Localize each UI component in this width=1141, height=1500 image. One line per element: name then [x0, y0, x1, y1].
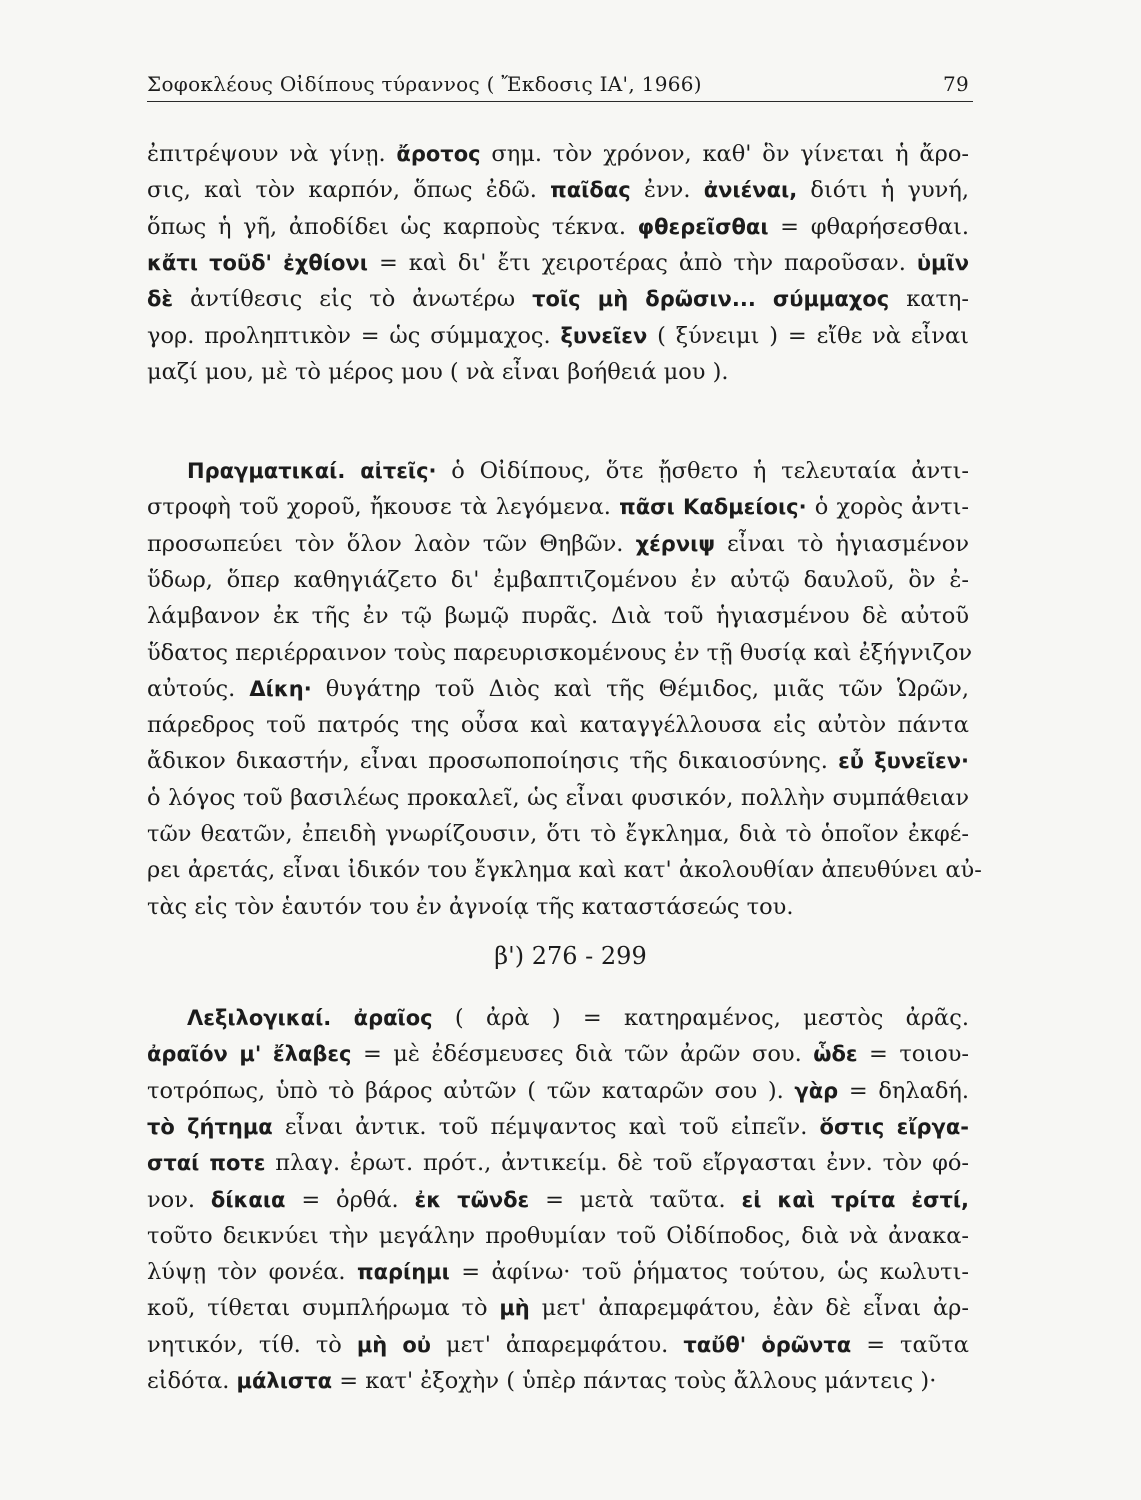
- lemma: μὴ οὐ: [356, 1332, 431, 1357]
- text-line: [147, 635, 973, 671]
- text-line: [147, 743, 969, 779]
- text-line: [147, 707, 969, 743]
- lemma: μάλιστα: [236, 1369, 333, 1393]
- gloss-text: = μὲ ἐδέσμευσες διὰ τῶν ἀρῶν σου.: [351, 1041, 814, 1068]
- page-number: 79: [942, 72, 969, 96]
- text-line: [147, 354, 969, 390]
- gloss-text: ἀντίθεσις εἰς τὸ ἀνωτέρω: [173, 286, 533, 313]
- lemma: εἰ καὶ τρίτα ἐστί,: [741, 1187, 970, 1212]
- text-line: [147, 209, 969, 245]
- text-line: [147, 780, 969, 816]
- lemma: Λεξιλογικαί. ἀραῖος: [187, 1006, 433, 1030]
- gloss-text: εἶναι τὸ ἡγιασμένον: [715, 530, 970, 557]
- gloss-text: = κατ' ἐξοχὴν ( ὑπὲρ πάντας τοὺς ἄλλους μάντεις )·: [332, 1368, 937, 1394]
- gloss-text: εἰδότα.: [147, 1368, 237, 1394]
- gloss-text: ρει ἀρετάς, εἶναι ἰδικόν του ἔγκλημα καὶ κατ' ἀκολουθίαν ἀπευθύνει αὐ-: [147, 857, 982, 884]
- lemma: δὲ: [147, 287, 174, 312]
- gloss-text: μετ' ἀπαρεμφάτου, ἐὰν δὲ εἶναι ἀρ-: [529, 1295, 969, 1322]
- gloss-text: ( ἀρὰ ) = κατηραμένος, μεστὸς ἀρᾶς.: [432, 1005, 969, 1031]
- lemma: τὸ ζήτημα: [147, 1114, 273, 1139]
- gloss-text: = τοιου-: [857, 1041, 969, 1068]
- text-line: [147, 1254, 969, 1290]
- lemma: ὑμῖν: [916, 250, 969, 275]
- gloss-text: τῶν θεατῶν, ἐπειδὴ γνωρίζουσιν, ὅτι τὸ ἔγκλημα, διὰ τὸ ὁποῖον ἐκφέ-: [147, 821, 969, 847]
- text-line: [147, 598, 969, 634]
- gloss-text: νον.: [147, 1186, 211, 1213]
- section-heading: β') 276 - 299: [494, 942, 647, 970]
- gloss-text: ὕδατος περιέρραινον τοὺς παρευρισκομένους ἐν τῇ θυσίᾳ καὶ ἐξήγνιζον: [147, 639, 973, 666]
- text-line: [147, 1363, 969, 1399]
- gloss-text: μαζί μου, μὲ τὸ μέρος μου ( νὰ εἶναι βοήθειά μου ).: [147, 358, 729, 385]
- text-line: [147, 489, 969, 525]
- gloss-text: μετ' ἀπαρεμφάτου.: [430, 1331, 684, 1358]
- text-line: [147, 526, 969, 562]
- text-line: [147, 1109, 969, 1145]
- gloss-text: αὐτούς.: [147, 675, 250, 702]
- gloss-text: ἐνν.: [630, 177, 704, 204]
- gloss-text: θυγάτηρ τοῦ Διὸς καὶ τῆς Θέμιδος, μιᾶς τῶν Ὡρῶν,: [311, 675, 970, 702]
- gloss-text: ( ξύνειμι ) = εἴθε νὰ εἶναι: [647, 322, 969, 349]
- lemma: κἄτι τοῦδ' ἐχθίονι: [147, 250, 368, 275]
- lemma: παρίημι: [356, 1260, 450, 1285]
- gloss-text: = ἀφίνω· τοῦ ῥήματος τούτου, ὡς κωλυτι-: [449, 1259, 969, 1286]
- text-line: [147, 1073, 969, 1109]
- lemma: ὅστις εἴργα-: [819, 1114, 969, 1139]
- lemma: δίκαια: [210, 1187, 286, 1212]
- text-line: [147, 1290, 969, 1326]
- lemma: ὧδε: [813, 1042, 858, 1067]
- gloss-text: λύψῃ τὸν φονέα.: [147, 1259, 357, 1286]
- gloss-text: τὰς εἰς τὸν ἑαυτόν του ἐν ἀγνοίᾳ τῆς καταστάσεώς του.: [147, 893, 794, 920]
- gloss-text: εἶναι ἀντικ. τοῦ πέμψαντος καὶ τοῦ εἰπεῖν.: [272, 1113, 820, 1140]
- text-line: [147, 136, 969, 172]
- text-line: [147, 1182, 969, 1218]
- gloss-text: ὁ λόγος τοῦ βασιλέως προκαλεῖ, ὡς εἶναι φυσικόν, πολλὴν συμπάθειαν: [147, 784, 969, 811]
- text-line: [147, 318, 969, 354]
- text-line: [147, 562, 969, 598]
- gloss-text: κατη-: [889, 286, 970, 313]
- gloss-text: στροφὴ τοῦ χοροῦ, ἤκουσε τὰ λεγόμενα.: [147, 494, 620, 521]
- text-line: [147, 1145, 969, 1181]
- page-header: [147, 66, 969, 100]
- lemma: πᾶσι Καδμείοις·: [619, 495, 807, 520]
- gloss-text: προσωπεύει τὸν ὅλον λαὸν τῶν Θηβῶν.: [147, 530, 636, 557]
- gloss-text: πλαγ. ἐρωτ. πρότ., ἀντικείμ. δὲ τοῦ εἴργασται ἐνν. τὸν φό-: [265, 1150, 970, 1177]
- text-line: [147, 1036, 969, 1072]
- text-line: [147, 1000, 969, 1036]
- gloss-text: = ὀρθά.: [285, 1186, 415, 1213]
- gloss-text: νητικόν, τίθ. τὸ: [147, 1331, 357, 1358]
- lemma: Δίκη·: [249, 676, 312, 701]
- gloss-text: σημ. τὸν χρόνον, καθ' ὃν γίνεται ἡ ἄρο-: [480, 141, 969, 167]
- text-line: [147, 453, 969, 489]
- header-divider: [147, 101, 973, 102]
- lemma: εὖ ξυνεῖεν·: [838, 749, 969, 774]
- lemma: ἐκ τῶνδε: [414, 1187, 530, 1212]
- gloss-text: ὁ Οἰδίπους, ὅτε ᾔσθετο ἡ τελευταία ἀντι-: [436, 458, 969, 484]
- text-line: [147, 245, 969, 281]
- lemma: σταί ποτε: [147, 1151, 266, 1176]
- lemma: Πραγματικαί. αἰτεῖς·: [187, 459, 437, 483]
- text-line: [147, 172, 969, 208]
- lemma: παῖδας: [550, 178, 631, 203]
- gloss-text: = δηλαδή.: [838, 1077, 969, 1104]
- gloss-text: τοῦτο δεικνύει τὴν μεγάλην προθυμίαν τοῦ Οἰδίποδος, διὰ νὰ ἀνακα-: [147, 1222, 969, 1249]
- text-line: [147, 852, 982, 888]
- gloss-text: = μετὰ ταῦτα.: [529, 1186, 742, 1213]
- gloss-text: ἄδικον δικαστήν, εἶναι προσωποποίησις τῆς δικαιοσύνης.: [147, 748, 839, 775]
- gloss-text: = ταῦτα: [851, 1331, 969, 1358]
- gloss-text: διότι ἡ γυνή,: [797, 177, 969, 204]
- gloss-text: ὅπως ἡ γῆ, ἀποδίδει ὡς καρποὺς τέκνα.: [147, 213, 638, 240]
- lemma: ἀνιέναι,: [703, 178, 798, 203]
- gloss-text: τοτρόπως, ὑπὸ τὸ βάρος αὐτῶν ( τῶν καταρῶν σου ).: [147, 1077, 795, 1104]
- lemma: τοῖς μὴ δρῶσιν... σύμμαχος: [532, 287, 890, 312]
- text-line: [147, 1218, 969, 1254]
- text-line: [147, 671, 969, 707]
- running-title: Σοφοκλέους Οἰδίπους τύραννος ( Ἔκδοσις ΙΑ', 1966): [147, 72, 702, 96]
- gloss-text: γορ. προληπτικὸν = ὡς σύμμαχος.: [147, 322, 561, 349]
- text-line: [147, 889, 969, 925]
- text-line: [147, 1327, 969, 1363]
- text-line: [147, 816, 969, 852]
- gloss-text: ὕδωρ, ὅπερ καθηγιάζετο δι' ἐμβαπτιζομένου ἐν αὐτῷ δαυλοῦ, ὃν ἐ-: [147, 566, 969, 593]
- lemma: ἄροτος: [396, 142, 481, 166]
- lemma: μὴ: [499, 1296, 530, 1321]
- lemma: χέρνιψ: [635, 531, 715, 556]
- lemma: γὰρ: [794, 1078, 839, 1103]
- gloss-text: = καὶ δι' ἔτι χειροτέρας ἀπὸ τὴν παροῦσαν.: [367, 249, 917, 276]
- lemma: ξυνεῖεν: [560, 323, 648, 348]
- gloss-text: λάμβανον ἐκ τῆς ἐν τῷ βωμῷ πυρᾶς. Διὰ τοῦ ἡγιασμένου δὲ αὐτοῦ: [147, 603, 969, 630]
- text-line: [147, 281, 969, 317]
- gloss-text: ὁ χορὸς ἀντι-: [806, 494, 970, 521]
- lemma: ἀραῖόν μ' ἔλαβες: [147, 1042, 352, 1067]
- lemma: ταὔθ' ὁρῶντα: [683, 1332, 852, 1357]
- gloss-text: κοῦ, τίθεται συμπλήρωμα τὸ: [147, 1295, 500, 1322]
- lemma: φθερεῖσθαι: [637, 214, 769, 239]
- gloss-text: σις, καὶ τὸν καρπόν, ὅπως ἐδῶ.: [147, 177, 551, 204]
- gloss-text: πάρεδρος τοῦ πατρός της οὖσα καὶ καταγγέλλουσα εἰς αὐτὸν πάντα: [147, 712, 969, 739]
- gloss-text: = φθαρήσεσθαι.: [768, 213, 969, 240]
- gloss-text: ἐπιτρέψουν νὰ γίνῃ.: [147, 141, 397, 167]
